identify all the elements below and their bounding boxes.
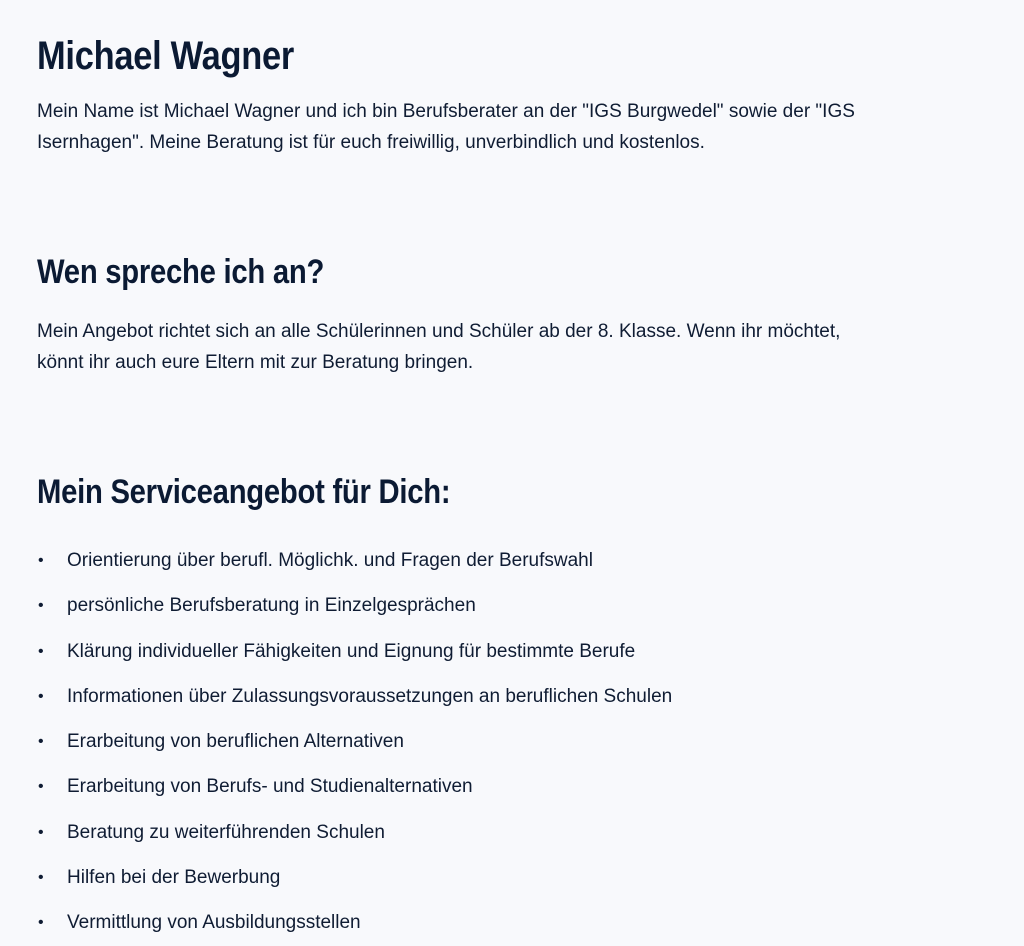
list-item-text: Informationen über Zulassungsvoraussetzungen an beruflichen Schulen xyxy=(67,685,673,707)
audience-heading: Wen spreche ich an? xyxy=(37,253,325,291)
audience-line-2: könnt ihr auch eure Eltern mit zur Beratung bringen. xyxy=(37,352,474,373)
bullet-icon: • xyxy=(38,597,44,615)
list-item-text: Vermittlung von Ausbildungsstellen xyxy=(67,912,361,934)
bullet-icon: • xyxy=(38,552,44,569)
bullet-icon: • xyxy=(38,778,44,796)
bullet-icon: • xyxy=(38,687,44,705)
list-item-text: Hilfen bei der Bewerbung xyxy=(67,867,281,889)
list-item-text: Orientierung über berufl. Möglichk. und Fragen der Berufswahl xyxy=(67,550,593,571)
list-item-text: Erarbeitung von Berufs- und Studienalternativen xyxy=(67,776,473,798)
bullet-icon: • xyxy=(38,733,44,751)
list-item xyxy=(37,764,1024,809)
list-item xyxy=(37,629,1024,674)
page-title: Michael Wagner xyxy=(37,34,294,78)
intro-paragraph xyxy=(37,96,917,158)
list-item xyxy=(37,674,1024,719)
intro-line-2: Isernhagen". Meine Beratung ist für euch freiwillig, unverbindlich und kostenlos. xyxy=(37,132,705,153)
list-item-text: Klärung individueller Fähigkeiten und Eignung für bestimmte Berufe xyxy=(67,640,636,662)
list-item xyxy=(37,538,1024,583)
list-item xyxy=(37,583,1024,628)
bullet-icon: • xyxy=(38,869,44,887)
audience-line-1: Mein Angebot richtet sich an alle Schülerinnen und Schüler ab der 8. Klasse. Wenn ihr möchtet, xyxy=(37,321,841,342)
audience-paragraph xyxy=(37,316,917,378)
bullet-icon: • xyxy=(38,914,44,932)
bullet-icon: • xyxy=(38,823,44,841)
services-list xyxy=(37,538,1024,946)
list-item xyxy=(37,719,1024,764)
list-item xyxy=(37,810,1024,855)
list-item xyxy=(37,855,1024,900)
list-item-text: Beratung zu weiterführenden Schulen xyxy=(67,821,385,843)
services-heading: Mein Serviceangebot für Dich: xyxy=(37,473,451,511)
bullet-icon: • xyxy=(38,642,44,660)
list-item-text: persönliche Berufsberatung in Einzelgesprächen xyxy=(67,595,476,617)
intro-line-1: Mein Name ist Michael Wagner und ich bin Berufsberater an der "IGS Burgwedel" sowie der "IGS xyxy=(37,101,855,122)
list-item-text: Erarbeitung von beruflichen Alternativen xyxy=(67,731,404,753)
